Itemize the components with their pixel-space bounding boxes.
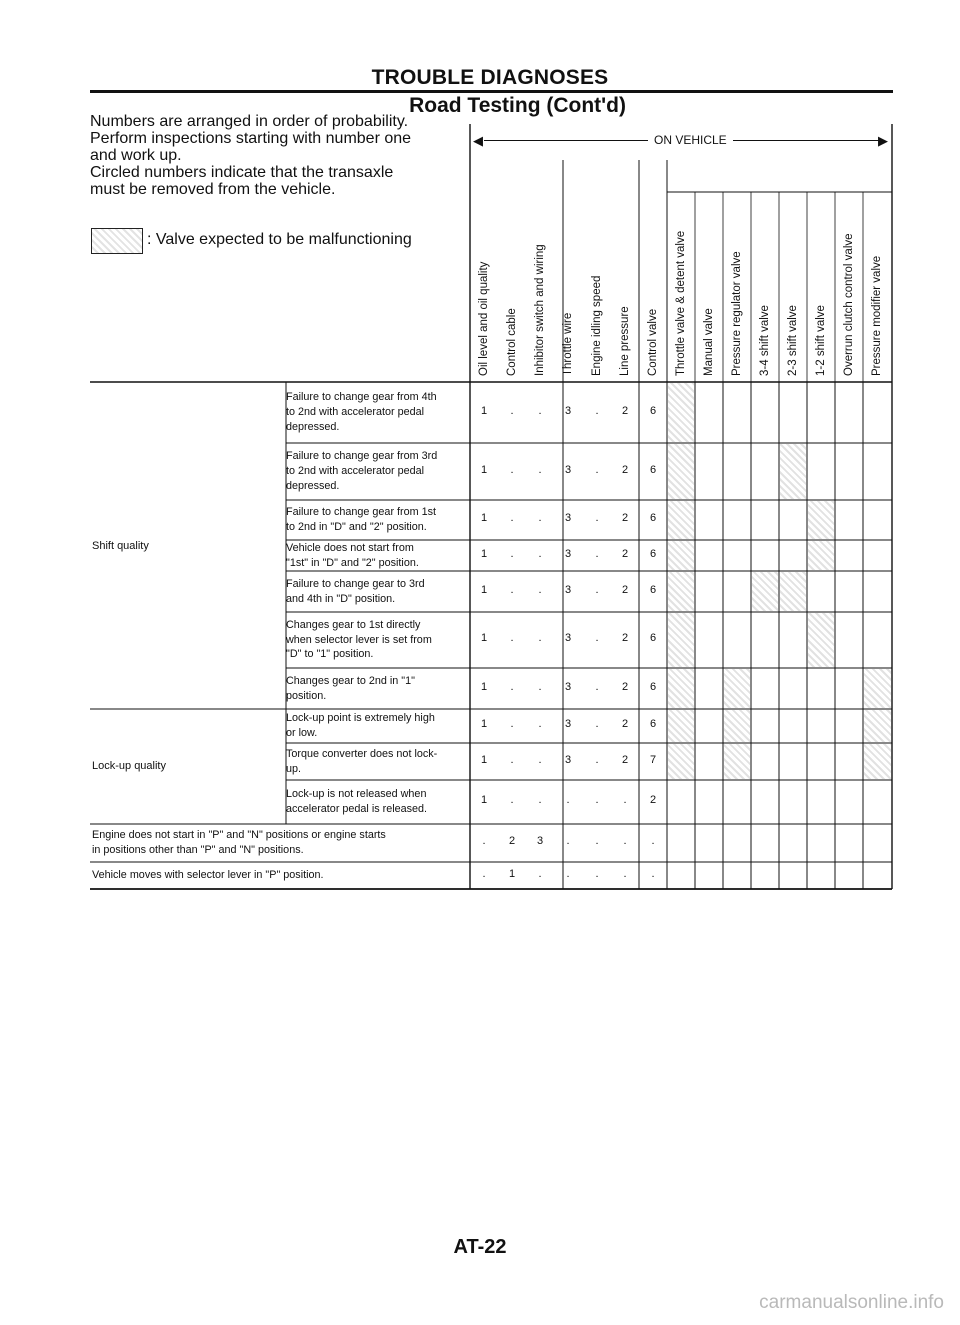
legend-text: : Valve expected to be malfunctioning bbox=[147, 231, 412, 248]
probability-cell: 6 bbox=[649, 404, 657, 417]
row-description-line: to 2nd with accelerator pedal bbox=[286, 465, 425, 478]
probability-cell: . bbox=[482, 835, 486, 847]
probability-cell: 3 bbox=[564, 583, 572, 596]
page-number: AT-22 bbox=[453, 1236, 507, 1258]
probability-cell: 6 bbox=[649, 547, 657, 560]
row-description bbox=[92, 868, 324, 883]
row-description-line: "1st" in "D" and "2" position. bbox=[286, 556, 419, 569]
row-description-line: Engine does not start in "P" and "N" positions or engine starts bbox=[92, 829, 386, 842]
probability-cell: . bbox=[510, 794, 514, 806]
probability-cell: . bbox=[595, 512, 599, 524]
probability-cell: . bbox=[538, 632, 542, 644]
column-header: Control valve bbox=[647, 308, 659, 376]
probability-cell: . bbox=[595, 632, 599, 644]
probability-cell: 6 bbox=[649, 512, 657, 524]
valve-highlight bbox=[724, 710, 750, 742]
probability-cell: . bbox=[595, 404, 599, 417]
probability-cell: . bbox=[538, 547, 542, 560]
probability-cell: 3 bbox=[564, 463, 572, 476]
probability-cell: . bbox=[510, 512, 514, 524]
probability-cell: 6 bbox=[649, 680, 657, 693]
probability-cell: . bbox=[538, 753, 542, 766]
probability-cell: . bbox=[623, 794, 627, 806]
row-description-line: Torque converter does not lock- bbox=[286, 747, 438, 760]
row-description-line: Failure to change gear from 4th bbox=[286, 391, 437, 404]
valve-highlight bbox=[808, 613, 834, 667]
row-description-line: in positions other than "P" and "N" positions. bbox=[92, 844, 304, 856]
category-shift-quality: Shift quality bbox=[92, 540, 149, 552]
probability-cell: 6 bbox=[649, 632, 657, 644]
probability-cell: 3 bbox=[564, 404, 572, 417]
valve-highlight bbox=[668, 501, 694, 539]
page-subtitle: Road Testing (Cont'd) bbox=[409, 94, 626, 117]
row-description-line: Changes gear to 1st directly bbox=[286, 618, 421, 631]
column-header: Control cable bbox=[506, 308, 518, 376]
probability-cell: 2 bbox=[508, 835, 516, 847]
valve-highlight bbox=[864, 744, 891, 779]
column-header: Throttle wire bbox=[562, 312, 574, 376]
page-title: TROUBLE DIAGNOSES bbox=[371, 66, 609, 89]
probability-cell: . bbox=[510, 404, 514, 417]
row-description bbox=[286, 541, 419, 570]
probability-cell: 1 bbox=[508, 867, 516, 880]
column-header: Manual valve bbox=[703, 308, 715, 376]
probability-cell: . bbox=[595, 547, 599, 560]
valve-highlight bbox=[668, 613, 694, 667]
category-lockup-quality: Lock-up quality bbox=[92, 760, 166, 772]
probability-cell: . bbox=[595, 463, 599, 476]
probability-cell: . bbox=[651, 867, 655, 880]
arrow-left-icon: ◀ bbox=[473, 133, 483, 148]
column-header: Oil level and oil quality bbox=[478, 261, 490, 376]
probability-cell: 2 bbox=[621, 632, 629, 644]
probability-cell: . bbox=[595, 794, 599, 806]
probability-cell: . bbox=[538, 404, 542, 417]
probability-cell: . bbox=[510, 632, 514, 644]
probability-cell: 1 bbox=[480, 463, 488, 476]
probability-cell: 1 bbox=[480, 547, 488, 560]
row-description bbox=[286, 618, 432, 662]
probability-cell: 1 bbox=[480, 753, 488, 766]
probability-cell: . bbox=[595, 753, 599, 766]
row-description bbox=[286, 449, 437, 493]
probability-cell: . bbox=[538, 463, 542, 476]
row-description-line: and 4th in "D" position. bbox=[286, 592, 396, 605]
row-description-line: Failure to change gear to 3rd bbox=[286, 577, 425, 590]
column-header: Pressure regulator valve bbox=[731, 251, 743, 376]
probability-cell: . bbox=[538, 794, 542, 806]
watermark: carmanualsonline.info bbox=[759, 1292, 944, 1313]
probability-cell: 1 bbox=[480, 404, 488, 417]
probability-cell: . bbox=[510, 583, 514, 596]
probability-cell: . bbox=[482, 867, 486, 880]
probability-cell: . bbox=[538, 583, 542, 596]
column-header: 2-3 shift valve bbox=[787, 305, 799, 376]
probability-cell: 3 bbox=[564, 680, 572, 693]
column-header: Inhibitor switch and wiring bbox=[534, 244, 546, 376]
probability-cell: . bbox=[595, 583, 599, 596]
probability-cell: . bbox=[538, 867, 542, 880]
row-description-line: up. bbox=[286, 762, 302, 775]
valve-highlight bbox=[864, 710, 891, 742]
probability-cell: . bbox=[595, 680, 599, 693]
probability-cell: 6 bbox=[649, 463, 657, 476]
on-vehicle-label: ON VEHICLE bbox=[648, 133, 733, 147]
probability-cell: . bbox=[595, 835, 599, 847]
row-description-line: accelerator pedal is released. bbox=[286, 803, 428, 815]
valve-highlight bbox=[724, 744, 750, 779]
arrow-right-icon: ▶ bbox=[878, 133, 888, 148]
probability-cell: 3 bbox=[564, 718, 572, 730]
valve-highlight bbox=[668, 444, 694, 499]
valve-highlight bbox=[864, 669, 891, 708]
probability-cell: 2 bbox=[621, 463, 629, 476]
probability-cell: 1 bbox=[480, 583, 488, 596]
valve-highlight bbox=[668, 541, 694, 570]
valve-highlight bbox=[668, 572, 694, 611]
probability-cell: . bbox=[510, 547, 514, 560]
row-description bbox=[286, 577, 425, 606]
probability-cell: . bbox=[538, 512, 542, 524]
intro-line: Numbers are arranged in order of probability. bbox=[90, 113, 409, 130]
probability-cell: 1 bbox=[480, 632, 488, 644]
probability-cell: 2 bbox=[621, 718, 629, 730]
intro-line: and work up. bbox=[90, 147, 182, 164]
row-description-line: "D" to "1" position. bbox=[286, 648, 374, 661]
probability-cell: . bbox=[566, 835, 570, 847]
probability-cell: 1 bbox=[480, 718, 488, 730]
row-description-line: Failure to change gear from 3rd bbox=[286, 450, 438, 463]
row-description-line: Vehicle moves with selector lever in "P" position. bbox=[92, 869, 324, 882]
column-header: 3-4 shift valve bbox=[759, 305, 771, 376]
intro-line: Perform inspections starting with number one bbox=[90, 130, 412, 147]
valve-highlight bbox=[668, 669, 694, 708]
probability-cell: 1 bbox=[480, 680, 488, 693]
row-description-line: depressed. bbox=[286, 420, 340, 433]
column-header: Pressure modifier valve bbox=[871, 255, 883, 376]
row-description-line: Lock-up is not released when bbox=[286, 788, 427, 801]
probability-cell: 2 bbox=[621, 547, 629, 560]
probability-cell: 3 bbox=[564, 632, 572, 644]
probability-cell: 2 bbox=[649, 794, 657, 806]
column-header: 1-2 shift valve bbox=[815, 305, 827, 376]
row-description-line: position. bbox=[286, 689, 327, 702]
probability-cell: . bbox=[538, 680, 542, 693]
probability-cell: 1 bbox=[480, 512, 488, 524]
probability-cell: . bbox=[510, 680, 514, 693]
row-description bbox=[92, 828, 386, 857]
valve-highlight bbox=[752, 572, 778, 611]
probability-cell: 2 bbox=[621, 512, 629, 524]
intro-line: must be removed from the vehicle. bbox=[90, 181, 336, 198]
valve-highlight bbox=[780, 572, 806, 611]
valve-highlight bbox=[668, 744, 694, 779]
row-description-line: or low. bbox=[286, 727, 318, 739]
probability-cell: . bbox=[566, 867, 570, 880]
probability-cell: 2 bbox=[621, 583, 629, 596]
probability-cell: . bbox=[510, 718, 514, 730]
row-description bbox=[286, 505, 436, 534]
probability-cell: . bbox=[538, 718, 542, 730]
probability-cell: 2 bbox=[621, 404, 629, 417]
column-header: Engine idling speed bbox=[591, 275, 603, 376]
probability-cell: 7 bbox=[649, 753, 657, 766]
valve-highlight bbox=[724, 669, 750, 708]
probability-cell: 2 bbox=[621, 680, 629, 693]
probability-cell: . bbox=[595, 867, 599, 880]
row-description bbox=[286, 674, 415, 703]
row-description-line: when selector lever is set from bbox=[286, 633, 432, 646]
probability-cell: 3 bbox=[564, 753, 572, 766]
probability-cell: 6 bbox=[649, 718, 657, 730]
probability-cell: . bbox=[510, 753, 514, 766]
row-description-line: Lock-up point is extremely high bbox=[286, 712, 435, 725]
probability-cell: . bbox=[623, 835, 627, 847]
valve-highlight bbox=[808, 501, 834, 539]
row-description-line: depressed. bbox=[286, 479, 340, 492]
row-description-line: Vehicle does not start from bbox=[286, 541, 414, 554]
row-description-line: Failure to change gear from 1st bbox=[286, 506, 437, 519]
probability-cell: . bbox=[566, 794, 570, 806]
row-description bbox=[286, 747, 437, 776]
row-description-line: to 2nd in "D" and "2" position. bbox=[286, 521, 427, 533]
row-description bbox=[286, 711, 435, 740]
valve-highlight bbox=[668, 383, 694, 442]
probability-cell: . bbox=[651, 835, 655, 847]
probability-cell: 1 bbox=[480, 794, 488, 806]
column-header: Line pressure bbox=[619, 306, 631, 376]
row-description-line: to 2nd with accelerator pedal bbox=[286, 406, 425, 419]
probability-cell: 3 bbox=[564, 512, 572, 524]
column-header: Throttle valve & detent valve bbox=[675, 230, 687, 376]
valve-highlight bbox=[668, 710, 694, 742]
column-header: Overrun clutch control valve bbox=[843, 233, 855, 376]
probability-cell: 6 bbox=[649, 583, 657, 596]
intro-line: Circled numbers indicate that the transaxle bbox=[90, 164, 394, 181]
probability-cell: 2 bbox=[621, 753, 629, 766]
probability-cell: 3 bbox=[536, 835, 544, 847]
row-description-line: Changes gear to 2nd in "1" bbox=[286, 674, 415, 687]
probability-cell: . bbox=[595, 718, 599, 730]
probability-cell: . bbox=[510, 463, 514, 476]
probability-cell: . bbox=[623, 867, 627, 880]
valve-highlight bbox=[780, 444, 806, 499]
probability-cell: 3 bbox=[564, 547, 572, 560]
row-description bbox=[286, 390, 437, 434]
valve-highlight bbox=[808, 541, 834, 570]
row-description bbox=[286, 787, 427, 816]
